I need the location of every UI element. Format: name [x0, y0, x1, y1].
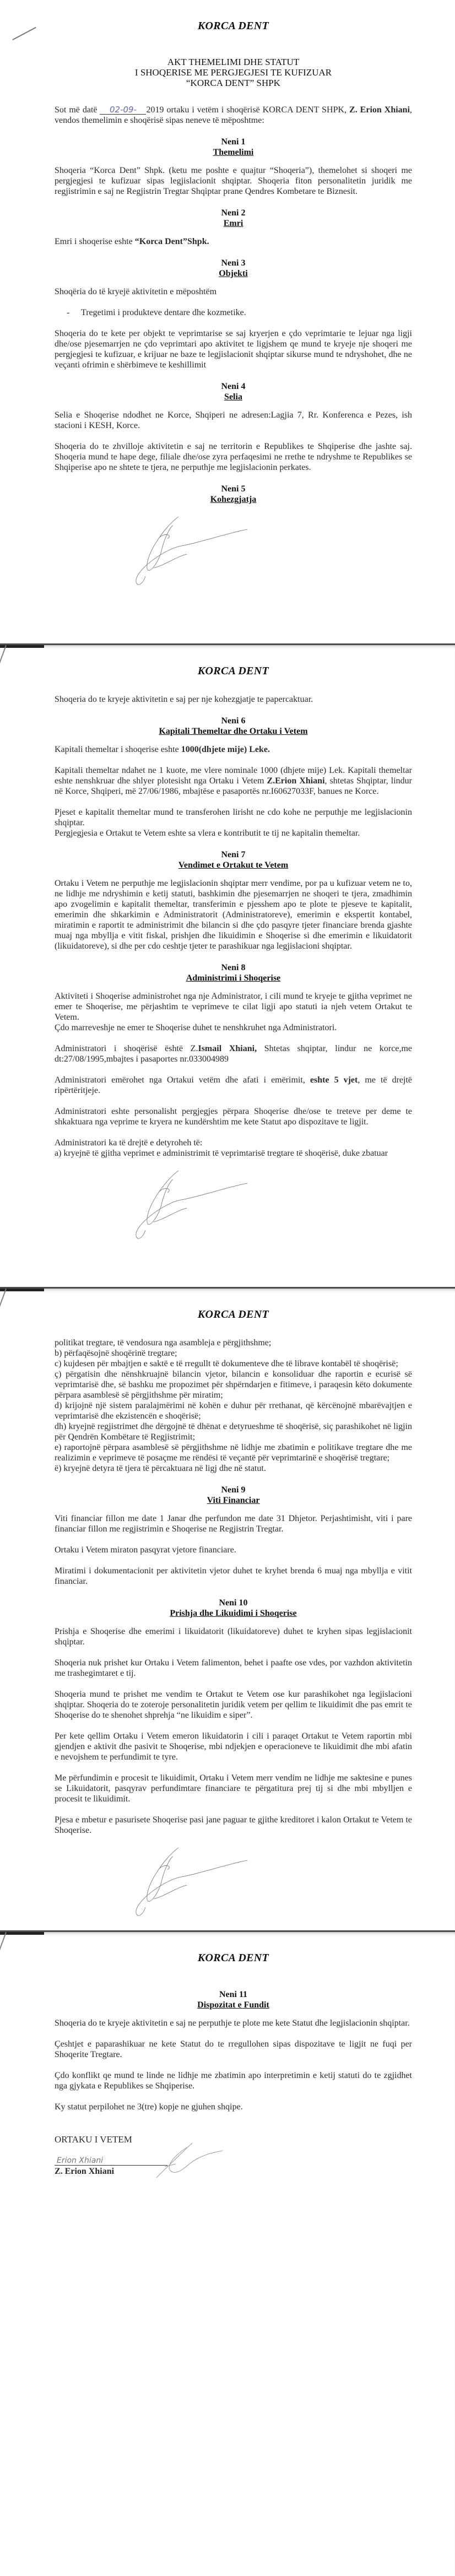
text-segment: Administratori eshte personalisht pergjegjes përpara Shoqerise dhe/ose te treteve per deme te shkaktuara nga veprime te kryera ne kundërshtim me kete Statut apo dispozitave te ligjit. — [55, 1107, 412, 1127]
article-heading — [55, 258, 412, 279]
article-number: Neni 11 — [219, 1990, 248, 1999]
paragraph — [55, 236, 412, 247]
text-segment: Shoqeria mund te prishet me vendim te Ortakut te Vetem ose kur parashikohet nga legjislacioni shqiptar. Shoqeria do te zoteroje personalitetin juridik vetem per qellim te likuidimit dhe pas emrit te Shoqerise do te shenohet shprehja “ne likuidim e siper”. — [55, 1690, 412, 1720]
document-page — [0, 1930, 455, 2576]
text-segment: Kapitali themeltar ndahet ne 1 kuote, me vlere nominale 1000 (dhjete mije) Lek. Kapitali themeltar eshte nenshkruar dhe shlyer plotesisht nga Ortaku i Vetem — [55, 766, 412, 786]
paragraph — [55, 1043, 412, 1064]
page-header-company-name: KORCA DENT — [197, 20, 269, 32]
paragraph — [55, 1075, 412, 1096]
paragraph — [55, 2070, 412, 2091]
scan-edge-line — [0, 645, 7, 744]
text-segment: Miratimi i dokumentacionit per aktivitetin vjetor duhet te kryhet brenda 6 muaj nga mbyllja e vitit financiar. — [55, 1566, 412, 1586]
article-title: Kohezgjatja — [210, 495, 257, 504]
signatory-name: Z. Erion Xhiani — [55, 2167, 115, 2176]
article-number: Neni 1 — [221, 137, 246, 147]
article-title-wrap — [55, 973, 412, 983]
text-segment: Selia e Shoqerise ndodhet ne Korce, Shqiperi ne adresen:Lagjia 7, Rr. Konferenca e Pezes, ish stacioni i KESH, Korce. — [55, 410, 412, 430]
text-segment: 2019 ortaku i vetëm i shoqërisë KORCA DENT SHPK, — [146, 105, 350, 115]
text-segment: Shoqeria do te kete per objekt te veprimtarise se saj kryerjen e çdo veprimtarie te lejuar nga ligji dhe/ose pjesemarrjen ne çdo veprimtari apo aktivitet te ligjshem qe mund te kryeje nje shoqeri me pergjegjesi te kufizuar, e krijuar ne baze te legjislacionit shqiptar sikurse mund te ndryshohet, dhe ne veçanti ofrimin e shërbimeve te keshillimit — [55, 329, 412, 370]
text-segment: Çeshtjet e paparashikuar ne kete Statut do te rregullohen sipas dispozitave te ligjit ne fuqi per Shoqerite Tregtare. — [55, 2039, 412, 2059]
paragraph — [55, 1773, 412, 1804]
bullet-marker: - — [67, 308, 70, 317]
text-segment: Shoqeria nuk prishet kur Ortaku i Vetem falimenton, behet i paafte ose vdes, por vazhdon aktivitetin me trashegimtaret e tij. — [55, 1658, 412, 1678]
paragraph — [55, 694, 412, 705]
paragraph — [55, 1566, 412, 1587]
article-number: Neni 10 — [219, 1598, 248, 1608]
text-segment: Aktiviteti i Shoqerise administrohet nga nje Administrator, i cili mund te kryeje te gjitha veprimet ne emer te Shoqerise, me përjashtim te veprimeve te cilat ligji apo statuti ia njeh vetem Ortakut te Vetem. — [55, 992, 412, 1022]
paragraph — [55, 2102, 412, 2112]
bold-text: Z.Erion Xhiani — [267, 776, 325, 786]
paragraph — [55, 1148, 412, 1159]
article-heading — [55, 962, 412, 983]
article-title: Vendimet e Ortakut te Vetem — [178, 861, 289, 870]
text-segment: Kapitali themeltar i shoqerise eshte — [55, 745, 181, 754]
text-segment: Emri i shoqerise eshte — [55, 237, 135, 246]
signature — [121, 1170, 412, 1244]
text-segment: Shoqeria “Korca Dent” Shpk. (ketu me poshte e quajtur “Shoqeria”), themelohet si shoqeri me pergjegjesi te kufizuar sipas legjislacionit shqiptar. Shoqeria fiton personalitetin juridik me regjistrimin e saj ne Regjistrin Tregtar Shqiptar prane Qendres Kombetare te Biznesit. — [55, 166, 412, 196]
title-line: AKT THEMELIMI DHE STATUT — [167, 57, 300, 67]
article-title: Administrimi i Shoqerise — [186, 973, 281, 983]
article-number: Neni 9 — [221, 1485, 246, 1495]
article-heading — [55, 716, 412, 737]
text-segment: Administratori i shoqërisë është Z. — [55, 1044, 198, 1053]
scan-edge-line — [0, 1289, 7, 1387]
scan-edge-shadow — [0, 1930, 44, 1935]
article-number: Neni 5 — [221, 484, 246, 494]
paragraph — [55, 991, 412, 1022]
text-segment: d) krijojnë një sistem paralajmërimi në kohën e duhur për rrethanat, që kërcënojnë mbarëvajtjen e veprimtarisë dhe ekzistencën e shoqërisë; — [55, 1401, 412, 1421]
article-title: Selia — [224, 392, 242, 402]
paragraph — [55, 1442, 412, 1463]
paragraph — [55, 1545, 412, 1555]
text-segment: b) përfaqësojnë shoqërinë tregtare; — [55, 1349, 177, 1358]
document-page — [0, 643, 455, 1287]
page-header-company-name: KORCA DENT — [197, 1952, 269, 1964]
text-segment: Administratori emërohet nga Ortakui vetëm dhe afati i emërimit, — [55, 1075, 310, 1085]
signature-line — [55, 2149, 167, 2166]
article-number: Neni 2 — [221, 208, 246, 218]
paragraph — [55, 744, 412, 755]
text-segment: Ky statut perpilohet ne 3(tre) kopje ne gjuhen shqipe. — [55, 2102, 243, 2112]
paragraph — [55, 1338, 412, 1348]
paragraph — [55, 2018, 412, 2028]
signatory-role: ORTAKU I VETEM — [55, 2134, 132, 2145]
text-segment: Shtetas shqiptar, lindur ne korce,me dt:27/08/1995,mbajtes i pasaportes nr.033004989 — [55, 1044, 413, 1064]
article-title-wrap — [55, 1608, 412, 1619]
text-segment: , shtetas Shqiptar, lindur në Korce, Shqiperi, më 27/06/1986, mbajtëse e pasaportës nr.I60627033F, banues ne Korce. — [55, 776, 413, 796]
page-header-company-name: KORCA DENT — [197, 1308, 269, 1321]
paragraph — [55, 1369, 412, 1400]
text-segment: c) kujdesen për mbajtjen e saktë e të rregullt të dokumenteve dhe të librave kontabël të shoqërisë; — [55, 1359, 398, 1368]
paragraph — [55, 1138, 412, 1148]
text-segment: Shoqeria do te kryeje aktivitetin e saj ne perputhje te plote me kete Statut dhe legjislacionin shqiptar. — [55, 2018, 410, 2028]
signature — [121, 1847, 412, 1921]
article-heading — [55, 381, 412, 402]
text-segment: politikat tregtare, të vendosura nga asambleja e përgjithshme; — [55, 1338, 272, 1347]
text-segment: Prishja e Shoqerise dhe emerimi i likuidatorit (likuidatoreve) duhet te kryhen sipas legjislacionit shqiptar. — [55, 1627, 412, 1647]
article-title: Prishja dhe Likuidimi i Shoqerise — [170, 1609, 297, 1618]
text-segment: Sot më datë — [55, 105, 100, 115]
scan-edge-shadow — [0, 643, 44, 648]
text-segment: Çdo marreveshje ne emer te Shoqerise duhet te nenshkruhet nga Administratori. — [55, 1023, 337, 1032]
paragraph — [55, 878, 412, 951]
paragraph — [55, 1400, 412, 1421]
paragraph — [55, 286, 412, 297]
paragraph — [55, 1348, 412, 1359]
article-heading — [55, 849, 412, 870]
article-heading — [55, 1989, 412, 2010]
text-segment: ç) përgatisin dhe nënshkruajnë bilancin vjetor, bilancin e konsoliduar dhe raportin e ecurisë së veprimtarisë dhe, së bashku me propozimet për shpërndarjen e fitimeve, i paraqesin këto dokumente përpara asamblesë së përgjithshme për miratim; — [55, 1370, 412, 1400]
article-title-wrap — [55, 494, 412, 505]
paragraph — [55, 1626, 412, 1647]
paragraph — [55, 807, 412, 828]
article-title-wrap — [55, 726, 412, 737]
bold-text: Z. Erion Xhiani — [349, 105, 410, 115]
title-line: I SHOQERISE ME PERGJEGJESI TE KUFIZUAR — [134, 67, 332, 78]
text-segment: Viti financiar fillon me date 1 Janar dhe perfundon me date 31 Dhjetor. Perjashtimisht, viti i pare financiar fillon me regjistrimin e Shoqerise ne Regjistrin Tregtar. — [55, 1514, 412, 1534]
bold-text: 1000(dhjete mije) Leke. — [181, 745, 270, 754]
text-segment: Pergjegjesia e Ortakut te Vetem eshte sa vlera e kontributit te tij ne kapitalin themeltar. — [55, 829, 360, 838]
text-segment: Pjesa e mbetur e pasurisete Shoqerise pasi jane paguar te gjithe kreditoret i kalon Ortakut te Vetem te Shoqerise. — [55, 1815, 412, 1835]
bullet-item — [67, 307, 412, 318]
paragraph — [55, 1463, 412, 1474]
bold-text: eshte 5 vjet — [310, 1075, 358, 1085]
article-title: Kapitali Themeltar dhe Ortaku i Vetem — [159, 727, 308, 736]
text-segment: , me të drejtë ripërtëritjeje. — [55, 1075, 413, 1095]
paragraph — [55, 328, 412, 370]
article-title-wrap — [55, 147, 412, 158]
text-segment: Shoqeria do te kryeje aktivitetin e saj per nje kohezgjatje te papercaktuar. — [55, 695, 313, 704]
article-title: Dispozitat e Fundit — [197, 2000, 269, 2010]
paragraph — [55, 1106, 412, 1127]
signature — [121, 516, 412, 590]
text-segment: Pjeset e kapitalit themeltar mund te transferohen lirisht ne cdo kohe ne perputhje me legjislacionin shqiptar. — [55, 808, 412, 827]
paragraph — [55, 1658, 412, 1679]
article-number: Neni 8 — [221, 963, 246, 972]
signoff-block — [55, 2134, 412, 2177]
document-page — [0, 0, 455, 643]
title-line: “KORCA DENT” SHPK — [186, 78, 280, 88]
bold-text: Ismail Xhiani, — [198, 1044, 257, 1053]
paragraph — [55, 1731, 412, 1762]
text-segment: , vendos themelimin e shoqërisë sipas neneve të mëposhtme: — [55, 105, 413, 125]
text-segment: Çdo konflikt qe mund te linde ne lidhje me zbatimin apo interpretimin e ketij statuti do te zgjidhet nga gjykata e Republikes se Shqiperise. — [55, 2071, 412, 2091]
text-segment: ë) kryejnë detyra të tjera të përcaktuara në ligj dhe në statut. — [55, 1464, 266, 1473]
handwritten-name: Erion Xhiani — [57, 2156, 104, 2165]
article-heading — [55, 208, 412, 229]
text-segment: Per kete qellim Ortaku i Vetem emeron likuidatorin i cili i paraqet Ortakut te Vetem raportin mbi gjendjen e aktivit dhe pasivit te Shoqerise, mbi ndjekjen e operacioneve te likuidimit dhe mbi afatin e nevojshem te perfundimit te tyre. — [55, 1731, 412, 1762]
article-heading — [55, 484, 412, 505]
bullet-text: Tregetimi i produkteve dentare dhe kozmetike. — [81, 308, 246, 317]
article-title: Viti Financiar — [207, 1496, 260, 1505]
text-segment: Shoqeria do te zhvilloje aktivitetin e saj ne territorin e Republikes te Shqiperise dhe jashte saj. Shoqeria mund te hape dege, filiale dhe/ose zyra perfaqesimi ne rrethe te ndryshme te Republikes se Shqiperise apo ne shtete te tjera, ne perputhje me legjislacionin perkates. — [55, 442, 412, 472]
article-heading — [55, 1598, 412, 1619]
article-number: Neni 6 — [221, 716, 246, 726]
pen-mark — [12, 27, 36, 40]
bold-text: “Korca Dent”Shpk. — [134, 237, 209, 246]
article-title-wrap — [55, 2000, 412, 2010]
paragraph — [55, 410, 412, 431]
text-segment: a) kryejnë të gjitha veprimet e administrimit të veprimtarisë tregtare të shoqërisë, duke zbatuar — [55, 1149, 388, 1158]
paragraph — [55, 828, 412, 838]
scan-edge-line — [0, 1932, 7, 2031]
text-segment: Shoqëria do të kryejë aktivitetin e mëposhtëm — [55, 287, 217, 296]
article-title: Emri — [223, 219, 243, 228]
article-title-wrap — [55, 1495, 412, 1506]
document-title — [55, 57, 412, 88]
article-title-wrap — [55, 392, 412, 402]
text-segment: Me përfundimin e procesit te likuidimit, Ortaku i Vetem merr vendim ne lidhje me saktesine e punes se Likuidatorit, pasqyrav perfundimtare financiare te përgatitura prej tij si dhe mbi mbylljen e procesit te likuidimit. — [55, 1773, 412, 1804]
article-heading — [55, 137, 412, 158]
article-number: Neni 4 — [221, 382, 246, 391]
paragraph — [55, 1421, 412, 1442]
text-segment: dh) kryejnë regjistrimet dhe dërgojnë të dhënat e detyrueshme të shoqërisë, siç parashikohet në ligjin për Qendrën Kombëtare të Regjistrimit; — [55, 1422, 412, 1442]
article-number: Neni 3 — [221, 258, 246, 268]
article-title-wrap — [55, 218, 412, 229]
article-title: Objekti — [219, 269, 248, 278]
text-segment: e) raportojnë përpara asamblesë së përgjithshme në lidhje me zbatimin e politikave tregtare dhe me realizimin e veprimeve të posaçme me rëndësi të veçantë për veprimtarinë e shoqërisë tregtare; — [55, 1443, 412, 1463]
article-title: Themelimi — [213, 148, 254, 157]
text-segment: Ortaku i Vetem ne perputhje me legjislacionin shqiptar merr vendime, por pa u kufizuar vetem ne to, ne lidhje me ndryshimin e ketij statuti, bashkimin dhe pjesemarrjen ne shoqeri te tjera, zmadhimin apo zvogelimin e kapitalit themeltar, transferimin e pjesshem apo te plote te pjeseve te kapitalit, emerimin dhe shkarkimin e Administratorit (Administratoreve), emerimin e ekspertit kontabel, miratimin e raportit te administrimit dhe bilancin si dhe çdo pasqyre tjeter financiare brenda gjashte muaj nga mbyllja e vitit fiskal, prishjen dhe likuidimin e Shoqerise si dhe emerimin e likuidatorit (likuidatoreve), si dhe per cdo ceshtje tjeter te parashikuar nga legjislacioni shqiptar. — [55, 879, 412, 951]
paragraph — [55, 165, 412, 197]
document-page — [0, 1287, 455, 1930]
article-title-wrap — [55, 860, 412, 870]
paragraph — [55, 2039, 412, 2060]
paragraph — [55, 1022, 412, 1033]
paragraph — [55, 105, 412, 126]
text-segment: Administratori ka të drejtë e detyroheh të: — [55, 1138, 203, 1148]
paragraph — [55, 765, 412, 797]
paragraph — [55, 1815, 412, 1836]
paragraph — [55, 1689, 412, 1720]
scan-edge-shadow — [0, 1287, 44, 1291]
paragraph — [55, 1359, 412, 1369]
paragraph — [55, 1513, 412, 1534]
page-header-company-name: KORCA DENT — [197, 665, 269, 677]
article-number: Neni 7 — [221, 850, 246, 859]
article-title-wrap — [55, 268, 412, 279]
text-segment: Ortaku i Vetem miraton pasqyrat vjetore financiare. — [55, 1545, 236, 1555]
handwritten-date: 02-09- — [100, 105, 146, 115]
article-heading — [55, 1485, 412, 1506]
paragraph — [55, 441, 412, 473]
